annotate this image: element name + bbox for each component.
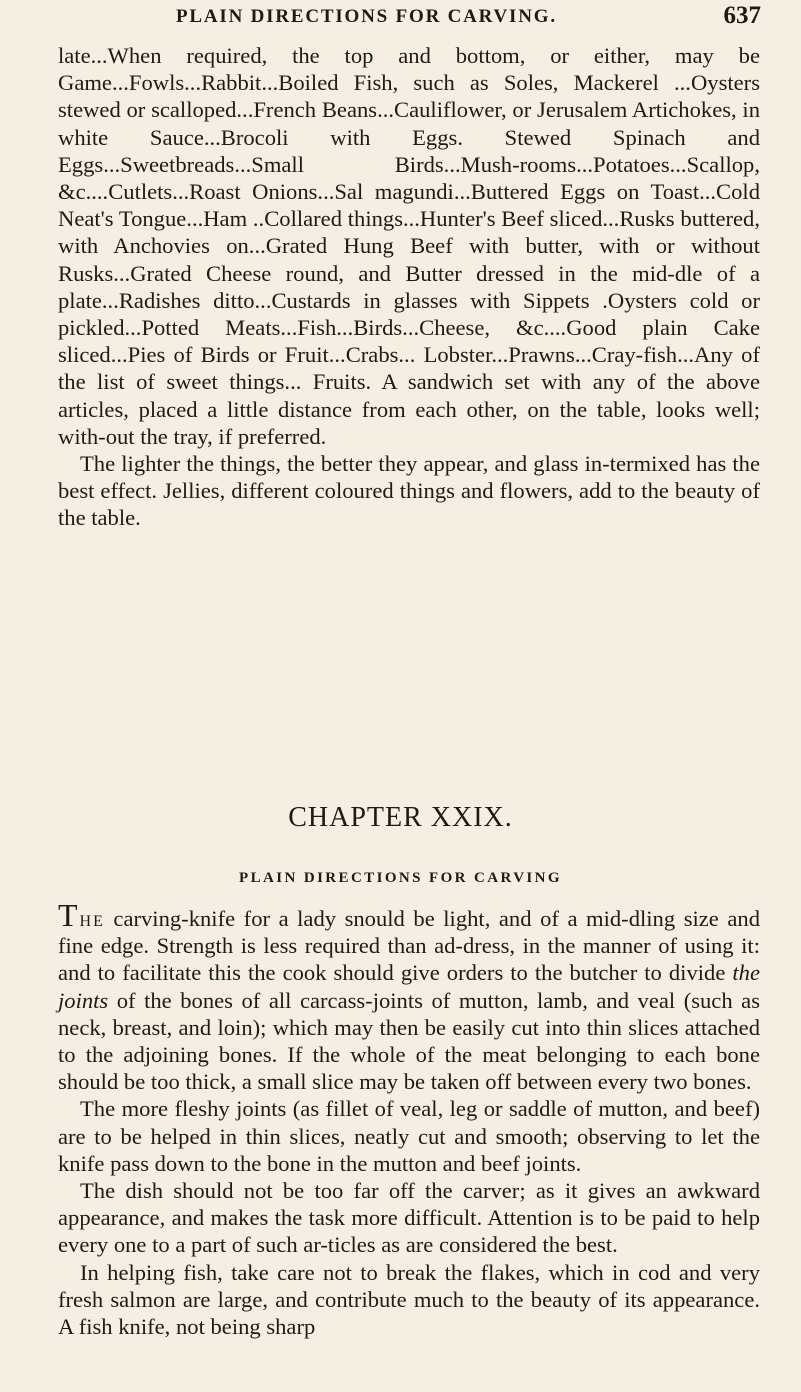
chapter-paragraph: The dish should not be too far off the carver; as it gives an awkward appearance, and makes the task more difficult. Attention is to be paid to help every one to a part of such ar-ticles as are considered the best. [58,1178,760,1258]
drop-cap: T [58,897,80,933]
opening-word-rest: he [79,906,105,931]
opening-word [58,897,105,933]
intro-paragraph: The lighter the things, the better they appear, and glass in-termixed has the best effect. Jellies, different coloured things and flowers, add to the beauty of the table. [58,451,760,531]
italic-phrase: the joints [58,960,760,1013]
intro-paragraph: late...When required, the top and bottom, or either, may be Game...Fowls...Rabbit...Boiled Fish, such as Soles, Mackerel ...Oysters stewed or scalloped...French Beans...Cauliflower, or Jerusalem Artichokes, in white Sauce...Brocoli with Eggs. Stewed Spinach and Eggs...Sweetbreads...Small Birds...Mush-rooms...Potatoes...Scallop, &c....Cutlets...Roast Onions...Sal magundi...Buttered Eggs on Toast...Cold Neat's Tongue...Ham ..Collared things...Hunter's Beef sliced...Rusks buttered, with Anchovies on...Grated Hung Beef with butter, with or without Rusks...Grated Cheese round, and Butter dressed in the mid-dle of a plate...Radishes ditto...Custards in glasses with Sippets .Oysters cold or pickled...Potted Meats...Fish...Birds...Cheese, &c....Good plain Cake sliced...Pies of Birds or Fruit...Crabs... Lobster...Prawns...Cray-fish...Any of the list of sweet things... Fruits. A sandwich set with any of the above articles, placed a little distance from each other, on the table, looks well; with-out the tray, if preferred. [58,43,760,449]
chapter-first-paragraph [58,897,760,1095]
chapter-text [58,897,760,1340]
paragraph-text: of the bones of all carcass-joints of mutton, lamb, and veal (such as neck, breast, and loin); which may then be easily cut into thin slices attached to the adjoining bones. If the whole of the meat belonging to each bone should be too thick, a small slice may be taken off between every two bones. [58,987,760,1095]
paragraph-text: carving-knife for a lady snould be light, and of a mid-dling size and fine edge. Strength is less required than ad-dress, in the manner of using it: and to facilitate this the cook should give orders to the butcher to divide [58,906,760,986]
chapter-paragraph: The more fleshy joints (as fillet of veal, leg or saddle of mutton, and beef) are to be helped in thin slices, neatly cut and smooth; observing to let the knife pass down to the bone in the mutton and beef joints. [58,1096,760,1176]
intro-text [58,42,760,532]
running-title: PLAIN DIRECTIONS FOR CARVING. [176,6,557,27]
chapter-heading: CHAPTER XXIX. [288,802,513,833]
page-number: 637 [723,2,761,29]
chapter-subheading: PLAIN DIRECTIONS FOR CARVING [239,870,562,886]
chapter-paragraph: In helping fish, take care not to break the flakes, which in cod and very fresh salmon are large, and contribute much to the beauty of its appearance. A fish knife, not being sharp [58,1259,760,1340]
